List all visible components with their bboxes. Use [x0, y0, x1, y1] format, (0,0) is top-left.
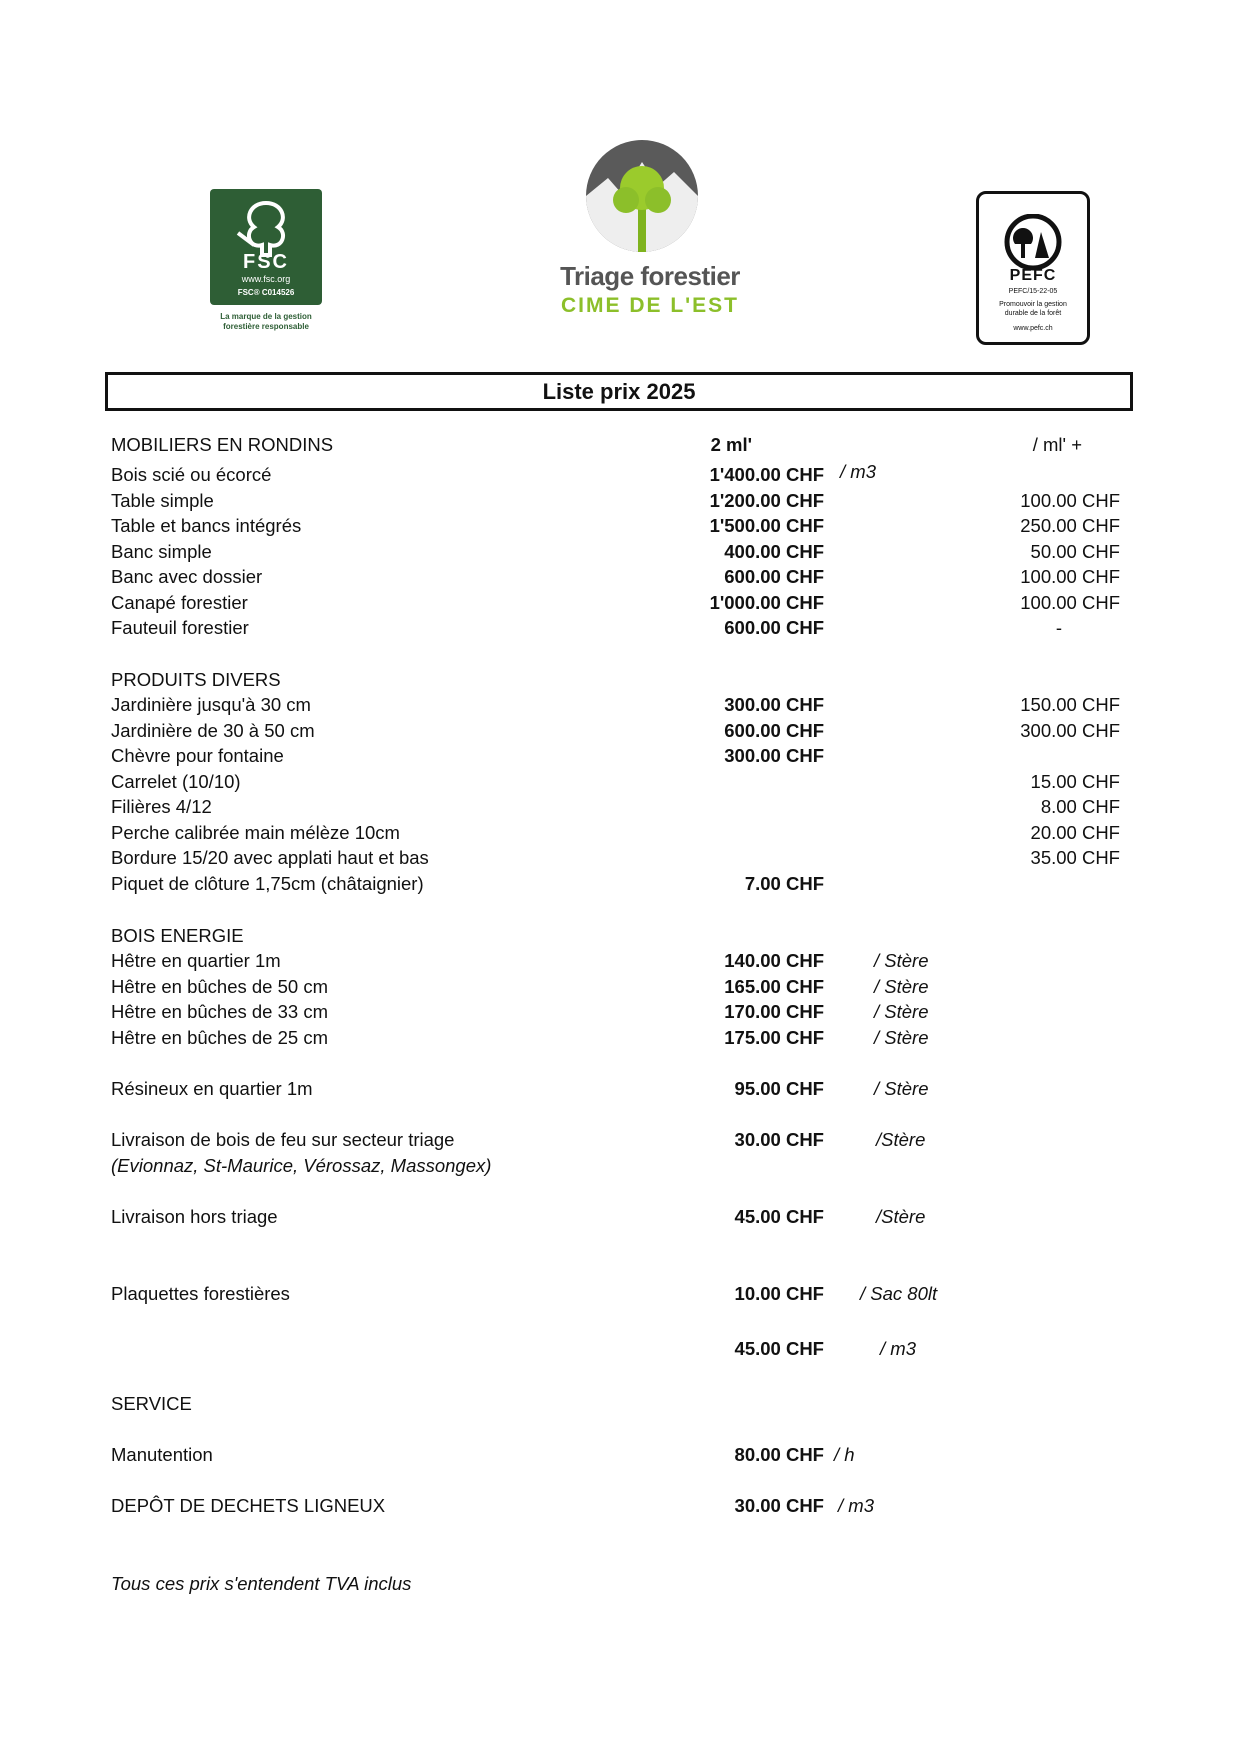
price-row	[0, 1494, 1240, 1518]
row-label: Hêtre en bûches de 25 cm	[111, 1027, 328, 1048]
row-price: 45.00 CHF	[734, 1338, 824, 1359]
fsc-code: FSC® C014526	[237, 288, 295, 297]
row-price: 600.00 CHF	[724, 566, 824, 587]
price-row	[0, 949, 1240, 973]
row-label: Table simple	[111, 490, 214, 511]
row-unit: / Stère	[874, 1027, 929, 1048]
header-extra-col: / ml' +	[1032, 434, 1082, 455]
row-label: Livraison hors triage	[111, 1206, 278, 1227]
price-row	[0, 463, 1240, 487]
row-label: Carrelet (10/10)	[111, 771, 241, 792]
row-label: Banc avec dossier	[111, 566, 263, 587]
row-label: Manutention	[111, 1444, 213, 1465]
row-price: 30.00 CHF	[734, 1129, 824, 1150]
price-row	[0, 846, 1240, 870]
row-label: Hêtre en quartier 1m	[111, 950, 281, 971]
row-price: 175.00 CHF	[724, 1027, 824, 1048]
row-extra: 100.00 CHF	[1020, 592, 1120, 613]
row-price: 300.00 CHF	[724, 745, 824, 766]
row-label: Livraison de bois de feu sur secteur triage	[111, 1129, 455, 1150]
price-row	[0, 565, 1240, 589]
section-service-title: SERVICE	[111, 1393, 192, 1414]
row-extra: 50.00 CHF	[1030, 541, 1120, 562]
row-price: 400.00 CHF	[724, 541, 824, 562]
row-price: 80.00 CHF	[734, 1444, 824, 1465]
fsc-caption: La marque de la gestion forestière responsable	[220, 312, 312, 331]
price-row	[0, 540, 1240, 564]
row-unit: / m3	[840, 461, 876, 482]
price-row	[0, 616, 1240, 640]
price-row	[0, 821, 1240, 845]
pefc-name: PEFC	[1009, 267, 1057, 284]
row-extra: 35.00 CHF	[1030, 847, 1120, 868]
row-extra: 300.00 CHF	[1020, 720, 1120, 741]
price-row	[0, 489, 1240, 513]
row-price: 300.00 CHF	[724, 694, 824, 715]
price-row	[0, 1026, 1240, 1050]
row-unit: / Stère	[874, 950, 929, 971]
pefc-code: PEFC/15-22-05	[1008, 288, 1058, 295]
price-row	[0, 719, 1240, 743]
row-extra: 20.00 CHF	[1030, 822, 1120, 843]
footer-row	[0, 1572, 1240, 1596]
row-price: 1'400.00 CHF	[709, 464, 824, 485]
price-row	[0, 514, 1240, 538]
row-extra: 150.00 CHF	[1020, 694, 1120, 715]
row-label: Jardinière jusqu'à 30 cm	[111, 694, 311, 715]
row-label: Filières 4/12	[111, 796, 212, 817]
row-label: Perche calibrée main mélèze 10cm	[111, 822, 400, 843]
row-price: 165.00 CHF	[724, 976, 824, 997]
row-extra: -	[1055, 617, 1062, 638]
row-unit: / Sac 80lt	[860, 1283, 938, 1304]
price-row	[0, 1443, 1240, 1467]
row-extra: 100.00 CHF	[1020, 490, 1120, 511]
price-row	[0, 872, 1240, 896]
row-unit: / m3	[880, 1338, 916, 1359]
price-row	[0, 693, 1240, 717]
header-row	[0, 433, 1240, 457]
row-price: 95.00 CHF	[734, 1078, 824, 1099]
header-price-col: 2 ml'	[710, 434, 752, 455]
row-price: 1'500.00 CHF	[709, 515, 824, 536]
row-price: 1'000.00 CHF	[709, 592, 824, 613]
row-unit: / Stère	[874, 976, 929, 997]
pefc-caption: Promouvoir la gestion durable de la forêt	[999, 301, 1067, 317]
row-unit: /Stère	[876, 1206, 926, 1227]
row-label: Fauteuil forestier	[111, 617, 249, 638]
row-label: Hêtre en bûches de 33 cm	[111, 1001, 328, 1022]
pefc-logo	[976, 191, 1090, 345]
row-note: (Evionnaz, St-Maurice, Vérossaz, Massongex)	[111, 1155, 492, 1176]
row-label: Banc simple	[111, 541, 212, 562]
price-row	[0, 591, 1240, 615]
row-label: Chèvre pour fontaine	[111, 745, 284, 766]
price-row	[0, 1282, 1240, 1306]
row-unit: /Stère	[876, 1129, 926, 1150]
row-label: Résineux en quartier 1m	[111, 1078, 313, 1099]
section-divers-title: PRODUITS DIVERS	[111, 669, 281, 690]
pefc-url: www.pefc.ch	[1013, 325, 1053, 332]
row-unit: / Stère	[874, 1078, 929, 1099]
row-extra: 8.00 CHF	[1040, 796, 1120, 817]
row-label: Bordure 15/20 avec applati haut et bas	[111, 847, 429, 868]
row-extra: 100.00 CHF	[1020, 566, 1120, 587]
price-row	[0, 1128, 1240, 1152]
note-row	[0, 1154, 1240, 1178]
price-row	[0, 1077, 1240, 1101]
triage-tree-logo	[578, 138, 706, 256]
row-label: Plaquettes forestières	[111, 1283, 290, 1304]
fsc-logo	[210, 189, 322, 305]
row-extra: 250.00 CHF	[1020, 515, 1120, 536]
row-label: Jardinière de 30 à 50 cm	[111, 720, 315, 741]
row-price: 45.00 CHF	[734, 1206, 824, 1227]
row-label: Hêtre en bûches de 50 cm	[111, 976, 328, 997]
fsc-name: FSC	[243, 251, 289, 273]
section-header	[0, 924, 1240, 948]
row-label: DEPÔT DE DECHETS LIGNEUX	[111, 1495, 386, 1516]
brand-subtitle: CIME DE L'EST	[560, 294, 739, 317]
row-unit: / m3	[838, 1495, 874, 1516]
row-price: 170.00 CHF	[724, 1001, 824, 1022]
price-row	[0, 1205, 1240, 1229]
price-row	[0, 770, 1240, 794]
fsc-url: www.fsc.org	[241, 274, 291, 284]
row-price: 1'200.00 CHF	[709, 490, 824, 511]
row-label: Piquet de clôture 1,75cm (châtaignier)	[111, 873, 424, 894]
price-row	[0, 1337, 1240, 1361]
footer-note: Tous ces prix s'entendent TVA inclus	[111, 1573, 412, 1594]
row-price: 140.00 CHF	[724, 950, 824, 971]
price-row	[0, 795, 1240, 819]
section-header	[0, 1392, 1240, 1416]
row-price: 30.00 CHF	[734, 1495, 824, 1516]
section-header	[0, 668, 1240, 692]
row-price: 600.00 CHF	[724, 720, 824, 741]
row-label: Bois scié ou écorcé	[111, 464, 272, 485]
row-price: 600.00 CHF	[724, 617, 824, 638]
row-label: Table et bancs intégrés	[111, 515, 302, 536]
row-unit: / h	[834, 1444, 855, 1465]
section-energie-title: BOIS ENERGIE	[111, 925, 244, 946]
brand-title: Triage forestier	[560, 261, 740, 291]
section-mobiliers-title: MOBILIERS EN RONDINS	[111, 434, 334, 455]
price-row	[0, 975, 1240, 999]
page-title: Liste prix 2025	[105, 372, 1133, 411]
price-row	[0, 1000, 1240, 1024]
row-price: 10.00 CHF	[734, 1283, 824, 1304]
row-price: 7.00 CHF	[744, 873, 824, 894]
row-extra: 15.00 CHF	[1030, 771, 1120, 792]
price-row	[0, 744, 1240, 768]
row-unit: / Stère	[874, 1001, 929, 1022]
row-label: Canapé forestier	[111, 592, 248, 613]
